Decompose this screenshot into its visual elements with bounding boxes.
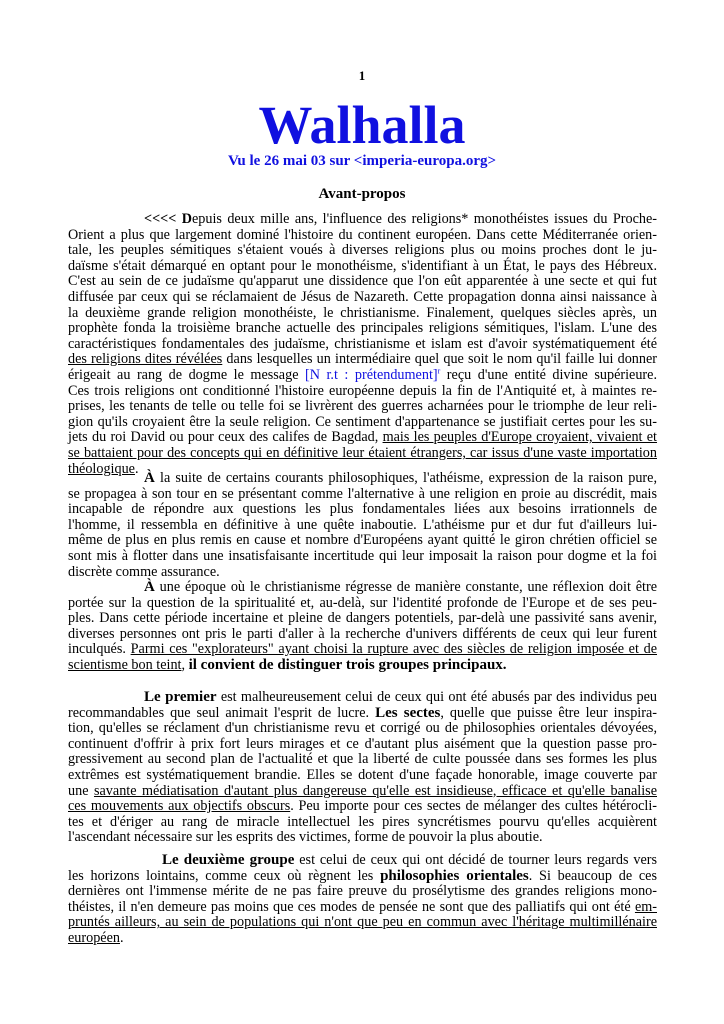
section-heading: Avant-propos — [318, 186, 406, 202]
text-line: dernières ont l'immense mérite de ne pas faire preuve du prosélytisme des grandes religions mono- — [68, 883, 657, 900]
text-line: portée sur la question de la spiritualité et, au-delà, sur l'identité profonde de l'Europe et de ses peu- — [68, 594, 657, 611]
bold-term: philosophies orientales — [380, 867, 529, 884]
text-line: diverses personnes ont pris le parti d'aller à la recherche d'univers différents de ceux qui leur furent — [68, 625, 657, 642]
text-line: prises, les tenants de telle ou telle foi se livrèrent des guerres acharnées pour le triomphe de leur reli- — [68, 398, 657, 415]
underlined-text: savante médiatisation d'autant plus dangereuse qu'elle est insidieuse, efficace et qu'elle banalise — [93, 782, 657, 799]
quote-mark: <<<< — [144, 211, 177, 227]
text-line: érigeait au rang de dogme le message [N r.t : prétendument]$^r$ reçu d'une entité divine supérieure. — [68, 366, 657, 383]
drop-letter: À — [144, 470, 155, 486]
text-line: prophète fonda la troisième branche actuelle des principales religions sémitiques, l'islam. L'une des — [68, 320, 657, 337]
underlined-text: scientisme bon teint — [68, 656, 182, 673]
underlined-text: ces mouvements aux objectifs obscurs — [68, 798, 291, 815]
text-line: recommandables que seul animait l'esprit de lucre. Les sectes, quelle que puisse être leur inspira- — [68, 704, 657, 721]
text-line: jets du roi David ou pour ceux des califes de Bagdad, mais les peuples d'Europe croyaient, vivaient et — [68, 429, 658, 446]
text-line: À une époque où le christianisme régresse de manière constante, une réflexion doit être — [144, 579, 657, 595]
note-marker: r — [437, 366, 441, 376]
underlined-text: des religions dites révélées — [68, 351, 223, 368]
text-line: <<<< Depuis deux mille ans, l'influence des religions* monothéistes issues du Proche- — [144, 211, 658, 227]
text-line: daïsme s'était démarqué en optant pour le monothéisme, s'identifiant à un État, le pays des Hébreux. — [68, 257, 657, 274]
text-line: l'homme, il ressembla en définitive à une quête inaboutie. L'athéisme pur et dur fut d'ailleurs lui- — [68, 516, 657, 533]
text-line: Ces trois religions ont conditionné l'histoire européenne depuis la fin de l'Antiquité et, à maintes re- — [68, 382, 657, 399]
underlined-text: em- — [634, 898, 657, 915]
text-line: gion qu'ils croyaient être la seule religion. Ce sentiment d'appartenance se justifiait certes pour les su- — [68, 413, 657, 430]
text-line: la deuxième grande religion monothéiste, le christianisme. Finalement, quelques siècles après, un — [68, 304, 657, 321]
paragraph-2 — [68, 471, 657, 580]
text-line: européen. — [68, 929, 124, 946]
text-line: C'est au sein de ce judaïsme qu'apparut une dissidence que l'on eût apparentée à une secte et qui fut — [68, 273, 657, 290]
text-line: scientisme bon teint, il convient de distinguer trois groupes principaux. — [68, 656, 507, 673]
text-line: tale, les peuples sémitiques s'étaient voués à diverses religions plus ou moins proches dont le ju- — [68, 242, 657, 259]
paragraph-3 — [68, 580, 657, 674]
text-line: ples. Dans cette période incertaine et pleine de dangers potentiels, par-delà une passivité sans avenir, — [68, 610, 657, 627]
drop-letter: D — [181, 211, 192, 227]
text-line: diffusée par ceux qui se réclamaient de Jésus de Nazareth. Cette propagation donna ainsi naissance à — [68, 288, 657, 305]
text-line: sont mis à flotter dans une insatisfaisante incertitude qui leur imposait la raison pour dogme et la foi — [68, 547, 657, 564]
lead-phrase: Le deuxième groupe — [162, 852, 295, 868]
text-line: continuent d'offrir à prix fort leurs mirages et ce d'autant plus aisément que la question passe pro- — [68, 735, 657, 752]
text-line — [68, 915, 657, 931]
underlined-text: européen — [68, 929, 120, 946]
text-line: des religions dites révélées dans lesquelles un intermédiaire quel que soit le nom qu'il faille lui donner — [68, 351, 657, 368]
text-line: ces mouvements aux objectifs obscurs. Peu importe pour ces sectes de mélanger des cultes hétérocli- — [68, 798, 657, 815]
text-line: Le premier est malheureusement celui de ceux qui ont été abusés par des individus peu — [144, 689, 658, 705]
text-line: extrêmes est systématiquement brandie. Elles se dotent d'une façade honorable, image couverte par — [68, 766, 657, 783]
text-line: À la suite de certains courants philosophiques, l'athéisme, expression de la raison pure, — [144, 470, 657, 486]
source-subtitle: Vu le 26 mai 03 sur <imperia-europa.org> — [227, 153, 497, 169]
text-line: gressivement au second plan de l'actualité et que la liberté de culte poussée dans ses formes les plus — [68, 751, 657, 768]
text-line: discrète comme assurance. — [68, 563, 220, 580]
underlined-text: théologique — [68, 460, 135, 477]
text-line — [68, 446, 657, 462]
text-line: Orient a plus que largement dominé l'histoire du continent européen. Dans cette Méditerranée orien- — [68, 226, 657, 243]
underlined-text: Parmi ces "explorateurs" ayant choisi la rupture avec des siècles de religion imposée et de — [130, 641, 658, 658]
text-line: théistes, il n'en demeure pas moins que ces modes de pensée ne sont que des palliatifs qui ont été em- — [68, 898, 657, 915]
text-line: tes et d'ériger au rang de miracle intellectuel les pires syncrétismes pourvu qu'elles acquièrent — [68, 813, 657, 830]
text-line: se propagea à son tour en se présentant comme l'alternative à une religion en proie au discrédit, mais — [68, 485, 657, 502]
underlined-text: se battaient pour des concepts qui en définitive leur étaient étrangers, car issus d'une vaste importation — [68, 444, 657, 461]
bold-statement: il convient de distinguer trois groupes principaux. — [188, 656, 507, 673]
text-line: caractéristiques fondamentales des judaïsme, christianisme et islam est d'avoir systématiquement été — [68, 335, 657, 352]
underlined-text: mais les peuples d'Europe croyaient, vivaient et — [382, 429, 658, 446]
text-line: les horizons lointains, comme ceux où règnent les philosophies orientales. Si beaucoup de ces — [68, 867, 658, 884]
bold-term: Les sectes — [375, 704, 441, 721]
text-line: tion, qu'elles se réclament d'un christianisme revu et corrigé ou de philosophies orientales dévoyées, — [68, 720, 657, 737]
text-line: l'ascendant nécessaire sur les esprits des victimes, forme de pouvoir la plus aboutie. — [68, 829, 543, 846]
underlined-text: pruntés ailleurs, au sein de populations qui n'ont que peu en commun avec l'héritage multimillénaire — [68, 914, 657, 931]
lead-phrase: Le premier — [144, 689, 217, 705]
text-line: théologique. — [68, 460, 139, 477]
text-line: inculqués. Parmi ces "explorateurs" ayant choisi la rupture avec des siècles de religion imposée et de — [68, 641, 658, 658]
translator-note: [N r.t : prétendument] — [305, 366, 438, 383]
paragraph-1 — [68, 212, 657, 477]
drop-letter: À — [144, 579, 155, 595]
page-number: 1 — [358, 68, 366, 83]
text-line: incapable de répondre aux questions les plus fondamentales liées aux besoins irrationnels de — [68, 501, 657, 518]
paragraph-4 — [68, 690, 657, 846]
paragraph-5 — [68, 853, 657, 947]
text-line: une savante médiatisation d'autant plus dangereuse qu'elle est insidieuse, efficace et qu'elle banalise — [68, 782, 657, 799]
text-line: Le deuxième groupe est celui de ceux qui ont décidé de tourner leurs regards vers — [162, 852, 657, 868]
text-line: même de plus en plus remis en cause et nombre d'Européens ayant quitté le giron chrétien officiel se — [68, 532, 657, 549]
page-title: Walhalla — [258, 95, 466, 155]
